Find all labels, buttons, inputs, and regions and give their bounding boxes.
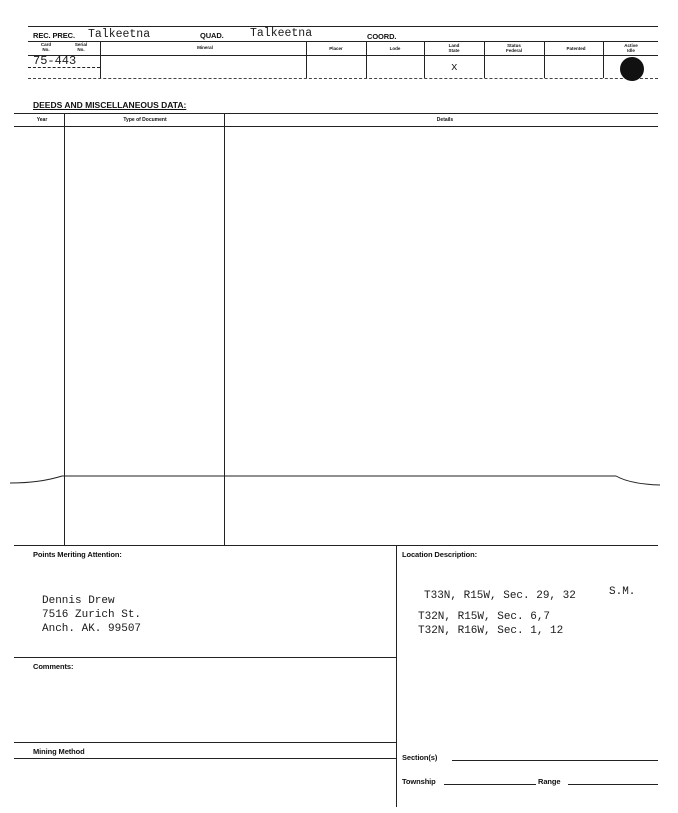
- range-label: Range: [538, 777, 561, 786]
- header-divider-5: [484, 41, 485, 78]
- location-line-1: T33N, R15W, Sec. 29, 32: [424, 590, 576, 602]
- comments-rule: [14, 657, 396, 658]
- header-divider-6: [544, 41, 545, 78]
- header-divider-7: [603, 41, 604, 78]
- col-type-of-document: Type of Document: [123, 117, 167, 123]
- deeds-top-rule: [14, 113, 658, 114]
- mining-underline: [14, 758, 396, 759]
- col-details: Details: [436, 117, 454, 123]
- quad-value: Talkeetna: [250, 27, 313, 40]
- rec-prec-label: REC. PREC.: [33, 31, 75, 40]
- card-underline: [28, 67, 100, 68]
- col-status-federal: Status Federal: [505, 43, 522, 53]
- col-year: Year: [36, 117, 48, 123]
- column-header-rule: [28, 55, 658, 56]
- header-bottom-rule: [28, 78, 658, 79]
- land-state-mark: x: [451, 62, 458, 74]
- header-divider-4: [424, 41, 425, 78]
- rec-prec-value: Talkeetna: [88, 28, 151, 41]
- location-line-2: T32N, R15W, Sec. 6,7: [418, 611, 551, 623]
- col-lode: Lode: [389, 46, 401, 51]
- header-rule: [28, 41, 658, 42]
- mining-rule: [14, 742, 396, 743]
- township-blank: [444, 784, 536, 785]
- location-meridian: S.M.: [609, 586, 636, 598]
- sections-label: Section(s): [402, 753, 438, 762]
- col-land-state: Land State: [448, 43, 460, 53]
- range-blank: [568, 784, 658, 785]
- bottom-top-rule: [14, 545, 658, 546]
- active-status-dot: [620, 57, 644, 81]
- comments-label: Comments:: [33, 662, 74, 671]
- sections-blank: [452, 760, 658, 761]
- mining-method-label: Mining Method: [33, 747, 85, 756]
- col-serial-no: Serial No.: [74, 42, 88, 52]
- deeds-section-title: DEEDS AND MISCELLANEOUS DATA:: [33, 100, 187, 110]
- card-no-value: 75-443: [33, 54, 77, 68]
- header-divider-2: [306, 41, 307, 78]
- township-label: Township: [402, 777, 436, 786]
- location-line-3: T32N, R16W, Sec. 1, 12: [418, 625, 564, 637]
- points-line-1: Dennis Drew: [42, 595, 115, 607]
- quad-label: QUAD.: [200, 31, 224, 40]
- bottom-divider: [396, 545, 397, 807]
- points-line-3: Anch. AK. 99507: [42, 623, 142, 635]
- col-placer: Placer: [329, 46, 343, 51]
- col-mineral: Mineral: [197, 45, 213, 50]
- coord-label: COORD.: [367, 32, 397, 41]
- col-patented: Patented: [566, 46, 586, 51]
- deeds-header-rule: [14, 126, 658, 127]
- fold-line: [0, 470, 678, 492]
- header-divider-3: [366, 41, 367, 78]
- col-card-no: Card No.: [40, 42, 52, 52]
- top-rule: [28, 26, 658, 27]
- location-label: Location Description:: [402, 550, 477, 559]
- points-label: Points Meriting Attention:: [33, 550, 122, 559]
- header-divider-1: [100, 41, 101, 78]
- col-active-idle: Active Idle: [624, 43, 638, 53]
- points-line-2: 7516 Zurich St.: [42, 609, 142, 621]
